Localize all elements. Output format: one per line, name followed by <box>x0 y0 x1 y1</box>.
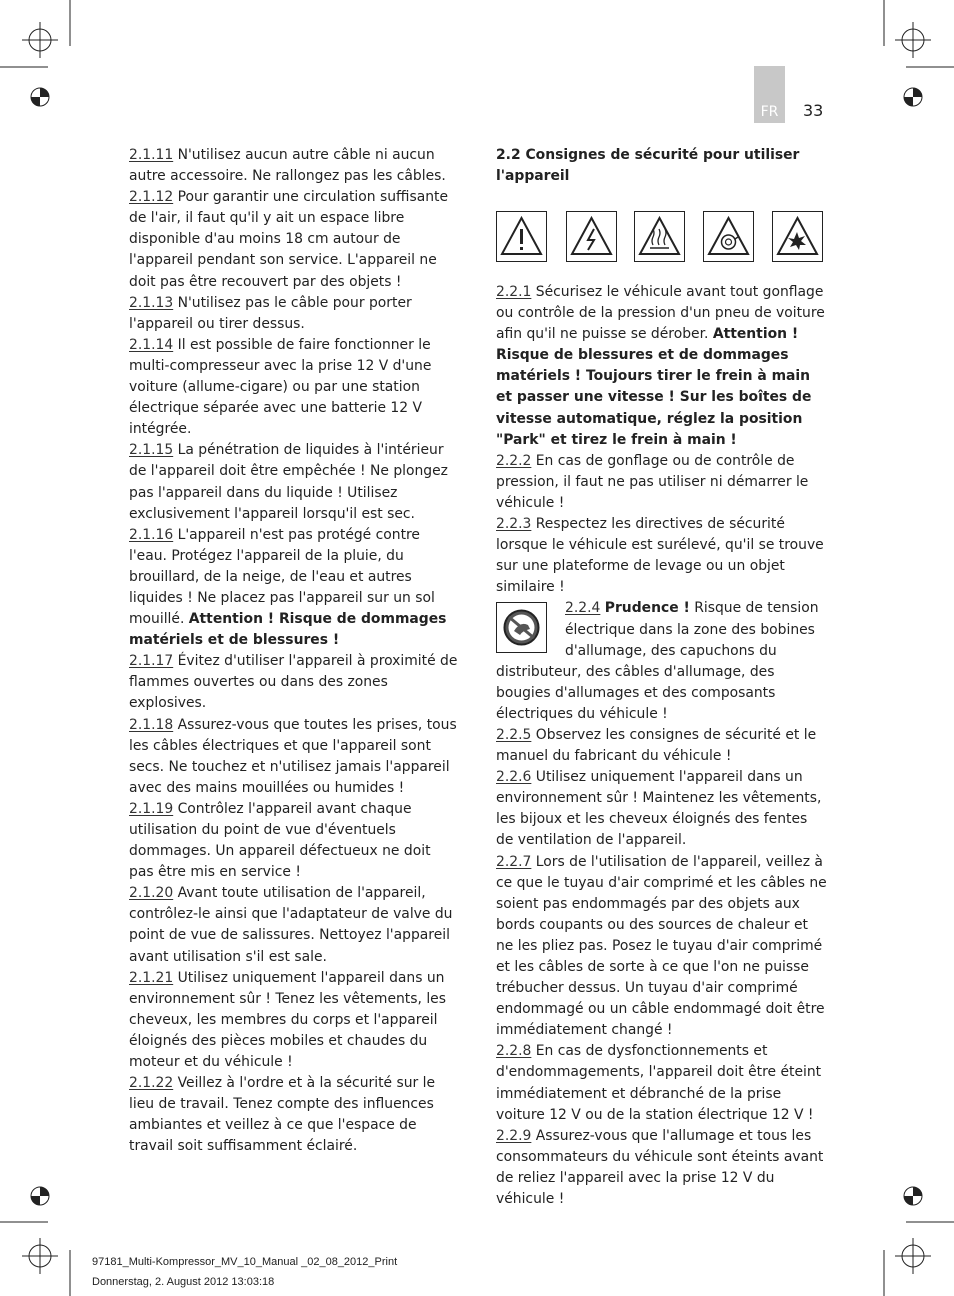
item-number: 2.1.14 <box>129 336 174 353</box>
item-warning: Attention ! Risque de blessures et de dommages matériels ! Toujours tirer le frein à main et passer une vitesse ! Sur les boîtes de vitesse automatique, réglez la position "Park" et tirez le frein à main ! <box>496 326 812 448</box>
item-number: 2.1.16 <box>129 526 174 543</box>
item-text: Avant toute utilisation de l'appareil, contrôlez-le ainsi que l'adaptateur de valve du point de vue de salissures. Nettoyez l'appareil avant utilisation s'il est sale. <box>129 885 453 965</box>
paragraph-2-2-7 <box>496 852 827 1042</box>
paragraph-2-2-6 <box>496 767 827 851</box>
item-text: En cas de dysfonctionnements et d'endommagements, l'appareil doit être éteint immédiatement et débranché de la prise voiture 12 V ou de la station électrique 12 V ! <box>496 1043 822 1123</box>
item-number: 2.2.7 <box>496 853 532 870</box>
paragraph-2-2-1 <box>496 282 827 451</box>
footer-file-name: 97181_Multi-Kompressor_MV_10_Manual _02_08_2012_Print <box>92 1256 398 1268</box>
paragraph-2-1-12 <box>129 187 459 292</box>
paragraph-2-1-21 <box>129 968 459 1073</box>
paragraph-2-1-20 <box>129 883 459 967</box>
item-text: Contrôlez l'appareil avant chaque utilisation du point de vue d'éventuels dommages. Un appareil défectueux ne doit pas être mis en service ! <box>129 800 431 881</box>
paragraph-2-1-16 <box>129 525 459 652</box>
section-heading-number: 2.2 <box>496 147 521 163</box>
general-warning-icon <box>496 211 547 262</box>
item-text: Il est possible de faire fonctionner le multi-compresseur avec la prise 12 V d'une voiture (allume-cigare) ou par une station électrique séparée avec une batterie 12 V intégrée. <box>129 336 432 438</box>
item-number: 2.1.13 <box>129 294 174 311</box>
left-column <box>129 145 459 1158</box>
paragraph-2-1-13 <box>129 293 459 335</box>
item-text: Pour garantir une circulation suffisante de l'air, il faut qu'il y ait un espace libre disponible d'au moins 18 cm autour de l'appareil pendant son service. L'appareil ne doit pas être recouvert par des objets ! <box>129 189 449 290</box>
paragraph-2-2-5 <box>496 725 827 767</box>
right-column <box>496 282 827 1210</box>
paragraph-2-2-2 <box>496 451 827 514</box>
item-text: L'appareil n'est pas protégé contre l'eau. Protégez l'appareil de la pluie, du brouillard, de la neige, de l'eau et autres liquides ! Ne placez pas l'appareil sur un sol mouillé. <box>129 526 435 628</box>
electric-voltage-icon <box>566 211 617 262</box>
item-warning: Attention ! Risque de dommages matériels et de blessures ! <box>129 611 447 649</box>
item-number: 2.2.5 <box>496 726 532 743</box>
item-text: Sécurisez le véhicule avant tout gonflage ou contrôle de la pression d'un pneu de voiture afin qu'il ne puisse se dérober. <box>496 284 825 343</box>
item-number: 2.2.1 <box>496 284 532 300</box>
footer-date: Donnerstag, 2. August 2012 13:03:18 <box>92 1276 275 1288</box>
item-text: Assurez-vous que toutes les prises, tous les câbles électriques et que l'appareil sont secs. Ne touchez et n'utilisez jamais l'appareil avec des mains mouillées ou humides ! <box>129 716 457 796</box>
item-text: N'utilisez pas le câble pour porter l'appareil ou tirer dessus. <box>129 294 412 332</box>
item-number: 2.2.8 <box>496 1043 532 1060</box>
item-text: Évitez d'utiliser l'appareil à proximité de flammes ouvertes ou dans des zones explosives. <box>129 653 458 712</box>
paragraph-2-1-17 <box>129 651 459 714</box>
item-number: 2.1.11 <box>129 147 174 163</box>
paragraph-2-2-9 <box>496 1126 827 1210</box>
item-number: 2.1.12 <box>129 189 174 206</box>
paragraph-2-1-14 <box>129 335 459 440</box>
item-text: Assurez-vous que l'allumage et tous les consommateurs du véhicule sont éteints avant de reliez l'appareil avec la prise 12 V du véhicule ! <box>496 1127 824 1208</box>
item-number: 2.1.20 <box>129 885 174 902</box>
item-text: Observez les consignes de sécurité et le manuel du fabricant du véhicule ! <box>496 726 817 765</box>
hot-surface-icon <box>634 211 685 262</box>
item-number: 2.2.4 <box>565 600 601 617</box>
paragraph-2-2-3 <box>496 514 827 598</box>
rotating-parts-icon <box>703 211 754 262</box>
item-text: N'utilisez aucun autre câble ni aucun autre accessoire. Ne rallongez pas les câbles. <box>129 147 446 185</box>
item-number: 2.1.15 <box>129 442 174 459</box>
item-emphasis: Prudence ! <box>604 600 690 617</box>
paragraph-2-2-8 <box>496 1041 827 1125</box>
paragraph-2-1-22 <box>129 1073 459 1157</box>
item-text: Risque de tension électrique dans la zone des bobines d'allumage, des capuchons du distributeur, des câbles d'allumage, des bougies d'allumages et des composants électriques du véhicule ! <box>496 600 819 722</box>
paragraph-2-1-19 <box>129 799 459 883</box>
item-text: Utilisez uniquement l'appareil dans un environnement sûr ! Tenez les vêtements, les cheveux, les membres du corps et l'appareil éloignés des pièces mobiles et chaudes du moteur et du véhicule ! <box>129 969 446 1071</box>
item-number: 2.1.21 <box>129 969 174 986</box>
explosion-hazard-icon <box>772 211 823 262</box>
no-touch-ignition-icon <box>496 602 547 653</box>
page-number: 33 <box>803 101 824 120</box>
item-text: En cas de gonflage ou de contrôle de pression, il faut ne pas utiliser ni démarrer le véhicule ! <box>496 452 809 511</box>
section-heading-text: Consignes de sécurité pour utiliser l'appareil <box>496 147 800 184</box>
item-text: Respectez les directives de sécurité lorsque le véhicule est surélevé, qu'il se trouve sur une plateforme de levage ou un objet similaire ! <box>496 516 824 596</box>
item-number: 2.2.2 <box>496 452 532 469</box>
item-number: 2.1.18 <box>129 716 174 733</box>
item-number: 2.2.9 <box>496 1127 532 1144</box>
section-heading <box>496 145 826 187</box>
language-tab <box>754 66 785 123</box>
item-number: 2.1.22 <box>129 1075 174 1092</box>
item-text: Lors de l'utilisation de l'appareil, veillez à ce que le tuyau d'air comprimé et les câbles ne soient pas endommagés par des objets aux bords coupants ou des sources de chaleur et ne les pliez pas. Posez le tuyau d'air comprimé et les câbles de sorte à ce que l'on ne puisse trébucher dessus. Un tuyau d'air comprimé endommagé ou un câble endommagé doit être immédiatement changé ! <box>496 853 827 1039</box>
item-text: Utilisez uniquement l'appareil dans un environnement sûr ! Maintenez les vêtements, les bijoux et les cheveux éloignés des fentes de ventilation de l'appareil. <box>496 769 822 849</box>
item-text: La pénétration de liquides à l'intérieur de l'appareil doit être empêchée ! Ne plongez pas l'appareil dans du liquide ! Utilisez exclusivement l'appareil lorsqu'il est sec. <box>129 442 448 522</box>
item-number: 2.1.19 <box>129 800 174 817</box>
item-number: 2.2.3 <box>496 516 532 533</box>
paragraph-2-1-15 <box>129 440 459 524</box>
language-label: FR <box>760 104 779 120</box>
item-number: 2.2.6 <box>496 769 532 786</box>
item-number: 2.1.17 <box>129 653 174 670</box>
paragraph-2-1-11 <box>129 145 459 187</box>
item-text: Veillez à l'ordre et à la sécurité sur le lieu de travail. Tenez compte des influences ambiantes et veillez à ce que l'espace de travail soit suffisamment éclairé. <box>129 1075 436 1155</box>
paragraph-2-1-18 <box>129 715 459 799</box>
